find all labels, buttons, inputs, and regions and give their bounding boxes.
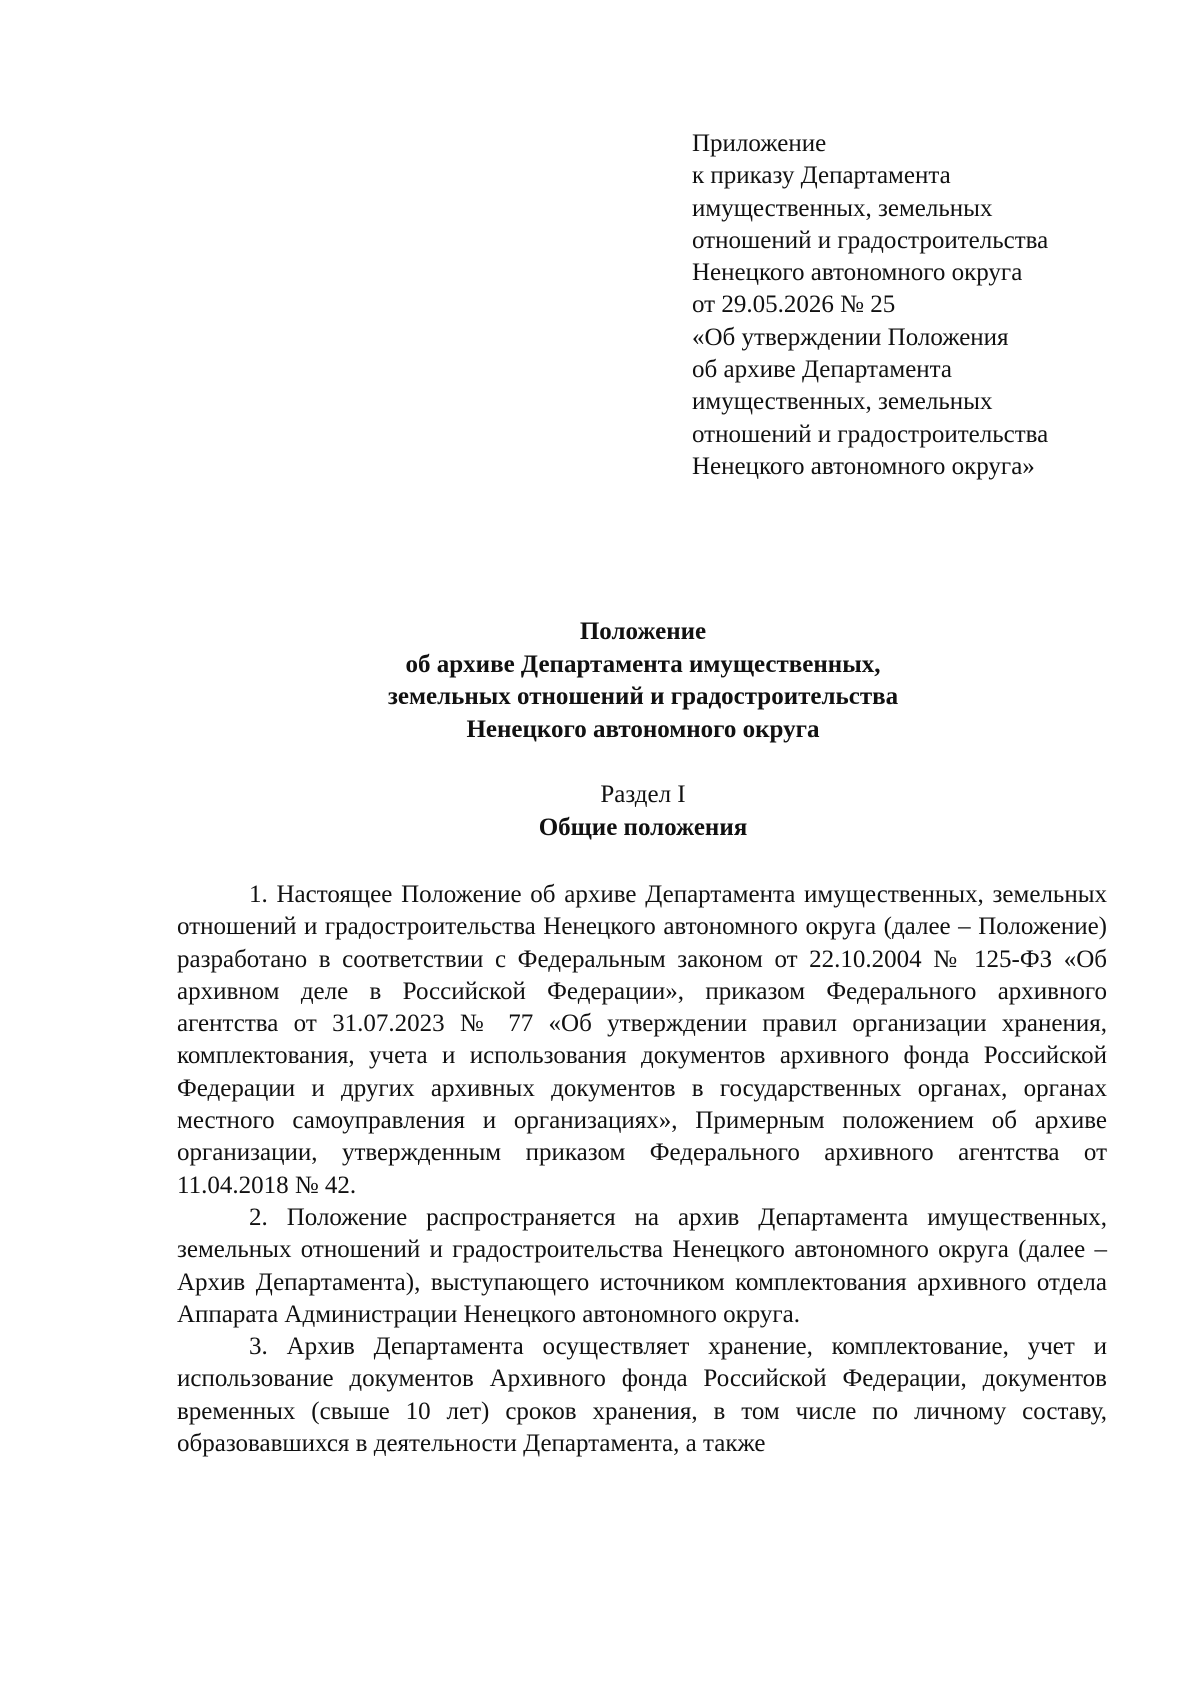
section-heading: Общие положения bbox=[538, 814, 748, 841]
appendix-line: Ненецкого автономного округа» bbox=[692, 452, 1035, 480]
title-line: земельных отношений и градостроительства bbox=[387, 683, 899, 710]
appendix-line: «Об утверждении Положения bbox=[692, 323, 1009, 351]
appendix-line: к приказу Департамента bbox=[692, 162, 951, 190]
paragraph-1: 1. Настоящее Положение об архиве Департамента имущественных, земельных отношений и градостроительства Ненецкого автономного округа (далее – Положение) разработано в соответствии с Федеральным законом от 22.10.2004 № 125-ФЗ «Об архивном деле в Российской Федерации», приказом Федерального архивного агентства от 31.07.2023 № 77 «Об утверждении правил организации хранения, комплектования, учета и использования документов архивного фонда Российской Федерации и других архивных документов в государственных органах, органах местного самоуправления и организациях», Примерным положением об архиве организации, утвержденным приказом Федерального архивного агентства от 11.04.2018 № 42. bbox=[177, 881, 1107, 1199]
appendix-line: отношений и градостроительства bbox=[692, 226, 1049, 254]
appendix-block bbox=[692, 128, 1162, 483]
section-number: Раздел I bbox=[600, 781, 686, 808]
title-line: Положение bbox=[579, 618, 707, 645]
appendix-line: от 29.05.2026 № 25 bbox=[692, 291, 896, 319]
document-title bbox=[178, 616, 1108, 746]
appendix-line: имущественных, земельных bbox=[692, 388, 993, 416]
appendix-line: имущественных, земельных bbox=[692, 194, 993, 222]
title-line: об архиве Департамента имущественных, bbox=[405, 650, 881, 678]
appendix-line: отношений и градостроительства bbox=[692, 420, 1049, 448]
paragraph-3: 3. Архив Департамента осуществляет хранение, комплектование, учет и использование документов Архивного фонда Российской Федерации, документов временных (свыше 10 лет) сроков хранения, в том числе по личному составу, образовавшихся в деятельности Департамента, а также bbox=[177, 1333, 1107, 1458]
appendix-line: Ненецкого автономного округа bbox=[692, 259, 1023, 287]
appendix-line: об архиве Департамента bbox=[692, 356, 952, 384]
paragraph-2: 2. Положение распространяется на архив Департамента имущественных, земельных отношений и градостроительства Ненецкого автономного округа (далее – Архив Департамента), выступающего источником комплектования архивного отдела Аппарата Администрации Ненецкого автономного округа. bbox=[177, 1203, 1107, 1328]
document-body bbox=[177, 879, 1107, 1460]
section-header bbox=[178, 778, 1108, 844]
appendix-line: Приложение bbox=[692, 130, 827, 157]
title-line: Ненецкого автономного округа bbox=[466, 715, 820, 743]
